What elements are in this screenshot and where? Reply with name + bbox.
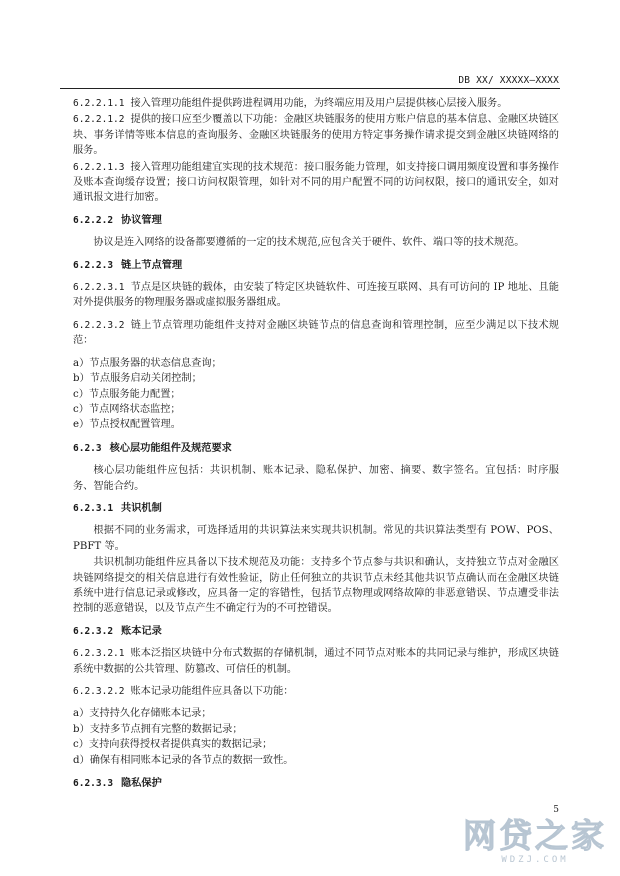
clause-6-2-2-1-2: 6.2.2.1.2 提供的接口应至少覆盖以下功能：金融区块链服务的使用方账户信息的基本信息、金融区块链区块、事务详情等账本信息的查询服务、金融区块链服务的使用方特定事务操作请求提交到金融区块链网络的服务。: [73, 114, 559, 157]
list-item: b）节点服务启动关闭控制；: [73, 373, 202, 385]
watermark-url-text: WDZJ.COM: [501, 855, 569, 865]
heading-consensus: 6.2.3.1 共识机制: [73, 502, 162, 514]
list-item: a）节点服务器的状态信息查询；: [73, 357, 222, 369]
document-code: DB XX/ XXXXX—XXXX: [458, 75, 559, 86]
list-item: c）节点网络状态监控；: [73, 403, 181, 415]
list-item: b）支持多节点拥有完整的数据记录；: [73, 723, 243, 735]
clause-6-2-3-2-1: 6.2.3.2.1 账本泛指区块链中分布式数据的存储机制，通过不同节点对账本的共同记录与维护，形成区块链系统中数据的公共管理、防篡改、可信任的机制。: [73, 648, 559, 675]
list-item: e）节点授权配置管理。: [73, 419, 181, 431]
watermark-main-text: 网贷之家: [463, 816, 607, 855]
page-number: 5: [553, 805, 559, 815]
heading-core-layer: 6.2.3 核心层功能组件及规范要求: [73, 442, 232, 454]
core-layer-paragraph: 核心层功能组件应包括：共识机制、账本记录、隐私保护、加密、摘要、数字签名。宜包括：时序服务、智能合约。: [73, 465, 559, 492]
clause-6-2-2-3-2: 6.2.2.3.2 链上节点管理功能组件支持对金融区块链节点的信息查询和管理控制，应至少满足以下技术规范：: [73, 319, 559, 347]
list-item: d）确保有相同账本记录的各节点的数据一致性。: [73, 754, 294, 766]
clause-6-2-2-3-1: 6.2.2.3.1 节点是区块链的载体，由安装了特定区块链软件、可连接互联网、具有可访问的 IP 地址、且能对外提供服务的物理服务器或虚拟服务器组成。: [73, 282, 559, 309]
list-item: a）支持持久化存储账本记录；: [73, 708, 212, 720]
consensus-paragraph-2: 共识机制功能组件应具备以下技术规范及功能：支持多个节点参与共识和确认，支持独立节点对金融区块链网络提交的相关信息进行有效性验证，防止任何独立的共识节点未经其他共识节点确认而在金融区块链系统中进行信息记录或修改，应具备一定的容错性，包括节点物理或网络故障的非恶意错误、节点遭受非法控制的恶意错误，以及节点产生不确定行为的不可控错误。: [73, 557, 559, 615]
site-watermark-logo: [455, 818, 615, 870]
header-rule: [60, 88, 560, 89]
document-body: [73, 96, 559, 798]
list-item: c）支持向获得授权者提供真实的数据记录；: [73, 739, 273, 751]
heading-privacy-protection: 6.2.3.3 隐私保护: [73, 778, 162, 790]
heading-protocol-management: 6.2.2.2 协议管理: [73, 214, 162, 226]
clause-6-2-2-1-3: 6.2.2.1.3 接入管理功能组建宜实现的技术规范：接口服务能力管理，如支持接口调用频度设置和事务操作及账本查询缓存设置；接口访问权限管理，如针对不同的用户配置不同的访问权限，接口的通讯安全，如对通讯报文进行加密。: [73, 161, 559, 204]
heading-ledger-record: 6.2.3.2 账本记录: [73, 625, 162, 637]
consensus-paragraph-1: 根据不同的业务需求，可选择适用的共识算法来实现共识机制。常见的共识算法类型有 POW、POS、PBFT 等。: [73, 525, 559, 552]
clause-6-2-2-1-1: 6.2.2.1.1 接入管理功能组件提供跨进程调用功能，为终端应用及用户层提供核心层接入服务。: [73, 98, 508, 109]
node-requirements-list: [73, 356, 559, 433]
list-item: c）节点服务能力配置；: [73, 388, 181, 400]
clause-6-2-3-2-2: 6.2.3.2.2 账本记录功能组件应具备以下功能：: [73, 686, 294, 697]
heading-node-management: 6.2.2.3 链上节点管理: [73, 259, 183, 271]
protocol-paragraph: 协议是连入网络的设备都要遵循的一定的技术规范,应包含关于硬件、软件、端口等的技术规范。: [93, 237, 525, 249]
ledger-requirements-list: [73, 706, 559, 768]
